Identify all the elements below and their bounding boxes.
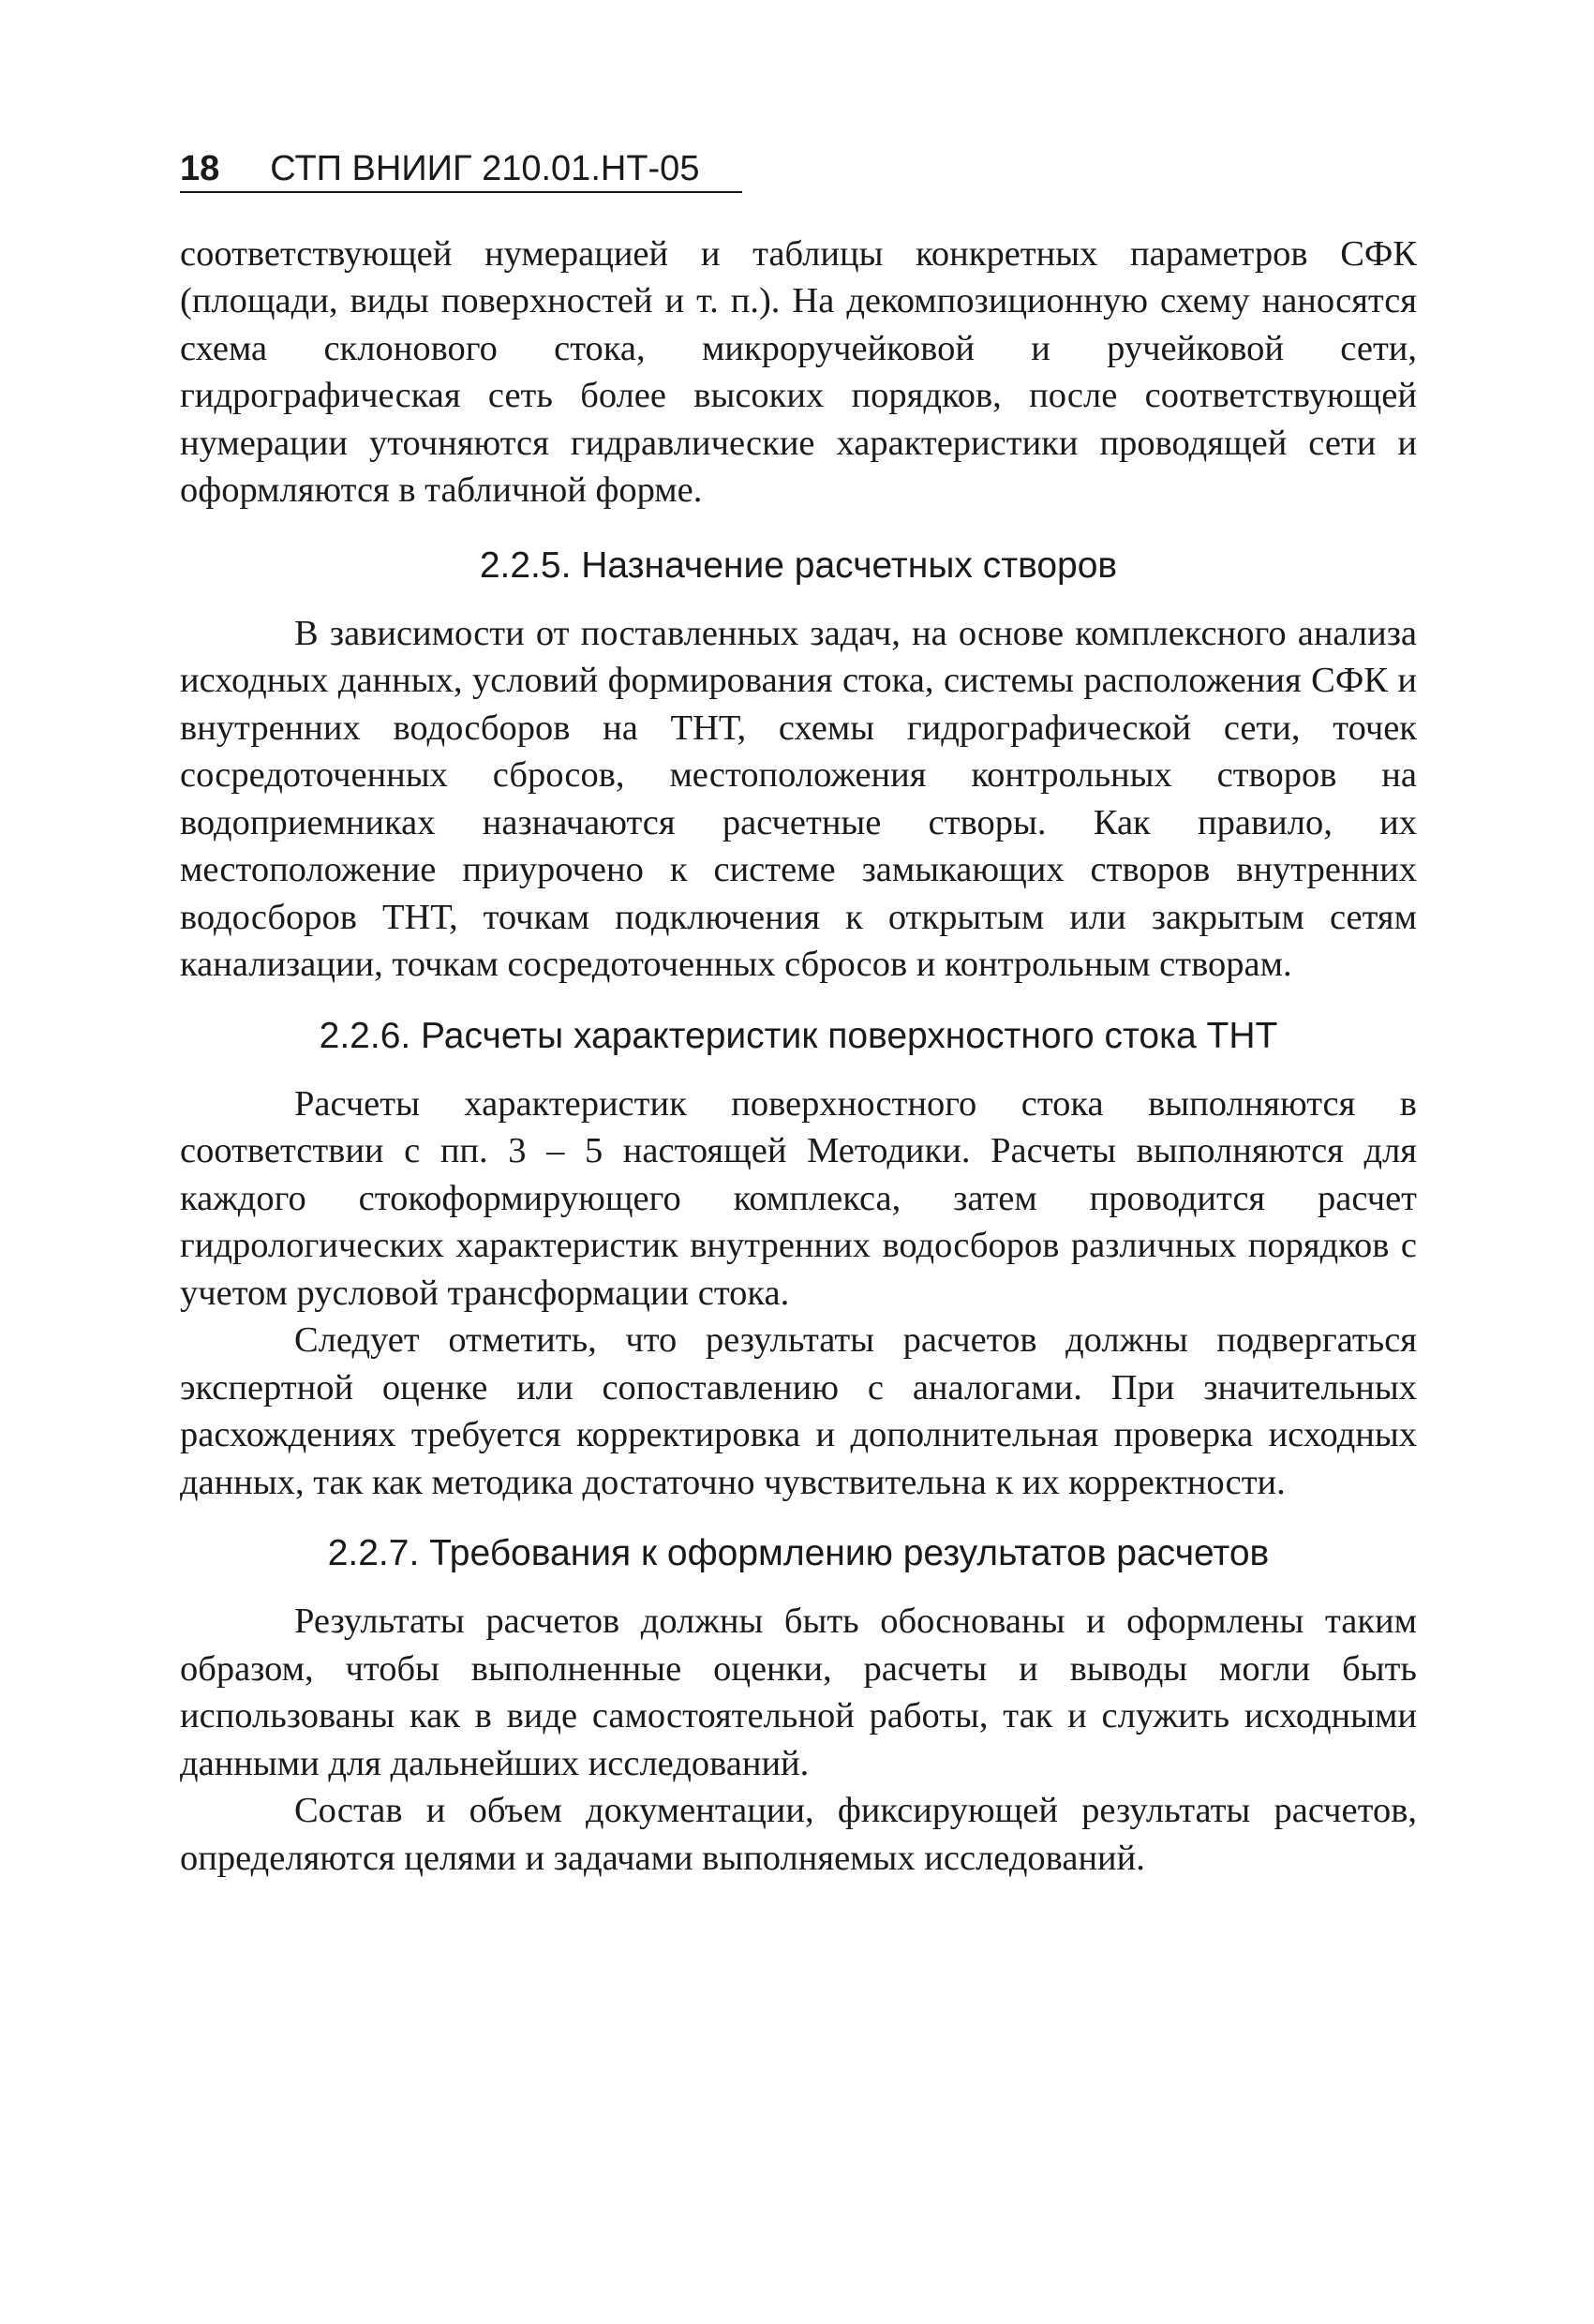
section-heading-2-2-5: 2.2.5. Назначение расчетных створов bbox=[479, 544, 1118, 586]
paragraph-2-2-7-2: Состав и объем документации, фиксирующей результаты расчетов, определяются целями и задачами выполняемых исследований. bbox=[180, 1791, 1417, 1878]
paragraph-2-2-6-1: Расчеты характеристик поверхностного стока выполняются в соответствии с пп. 3 – 5 настоящей Методики. Расчеты выполняются для каждого стокоформирующего комплекса, затем проводится расчет гидрологических характеристик внутренних водосборов различных порядков с учетом русловой трансформации стока. bbox=[180, 1083, 1417, 1313]
document-code: СТП ВНИИГ 210.01.НТ-05 bbox=[270, 149, 700, 188]
paragraph-intro: соответствующей нумерацией и таблицы конкретных параметров СФК (площади, виды поверхностей и т. п.). На декомпозиционную схему наносятся схема склонового стока, микроручейковой и ручейковой сети, гидрографическая сеть более высоких порядков, после соответствующей нумерации уточняются гидравлические характеристики проводящей сети и оформляются в табличной форме. bbox=[180, 233, 1417, 511]
document-page bbox=[180, 150, 1417, 1882]
page-header bbox=[180, 150, 742, 193]
paragraph-2-2-5-1: В зависимости от поставленных задач, на основе комплексного анализа исходных данных, условий формирования стока, системы расположения СФК и внутренних водосборов на ТНТ, схемы гидрографической сети, точек сосредоточенных сбросов, местоположения контрольных створов на водоприемниках назначаются расчетные створы. Как правило, их местоположение приурочено к системе замыкающих створов внутренних водосборов ТНТ, точкам подключения к открытым или закрытым сетям канализации, точкам сосредоточенных сбросов и контрольным створам. bbox=[180, 613, 1417, 985]
section-heading-2-2-7: 2.2.7. Требования к оформлению результатов расчетов bbox=[327, 1533, 1270, 1574]
section-heading-2-2-6: 2.2.6. Расчеты характеристик поверхностного стока ТНТ bbox=[319, 1015, 1278, 1056]
paragraph-2-2-7-1: Результаты расчетов должны быть обоснованы и оформлены таким образом, чтобы выполненные оценки, расчеты и выводы могли быть использованы как в виде самостоятельной работы, так и служить исходными данными для дальнейших исследований. bbox=[180, 1601, 1417, 1783]
paragraph-2-2-6-2: Следует отметить, что результаты расчетов должны подвергаться экспертной оценке или сопоставлению с аналогами. При значительных расхождениях требуется корректировка и дополнительная проверка исходных данных, так как методика достаточно чувствительна к их корректности. bbox=[180, 1320, 1417, 1502]
page-number: 18 bbox=[180, 149, 220, 188]
